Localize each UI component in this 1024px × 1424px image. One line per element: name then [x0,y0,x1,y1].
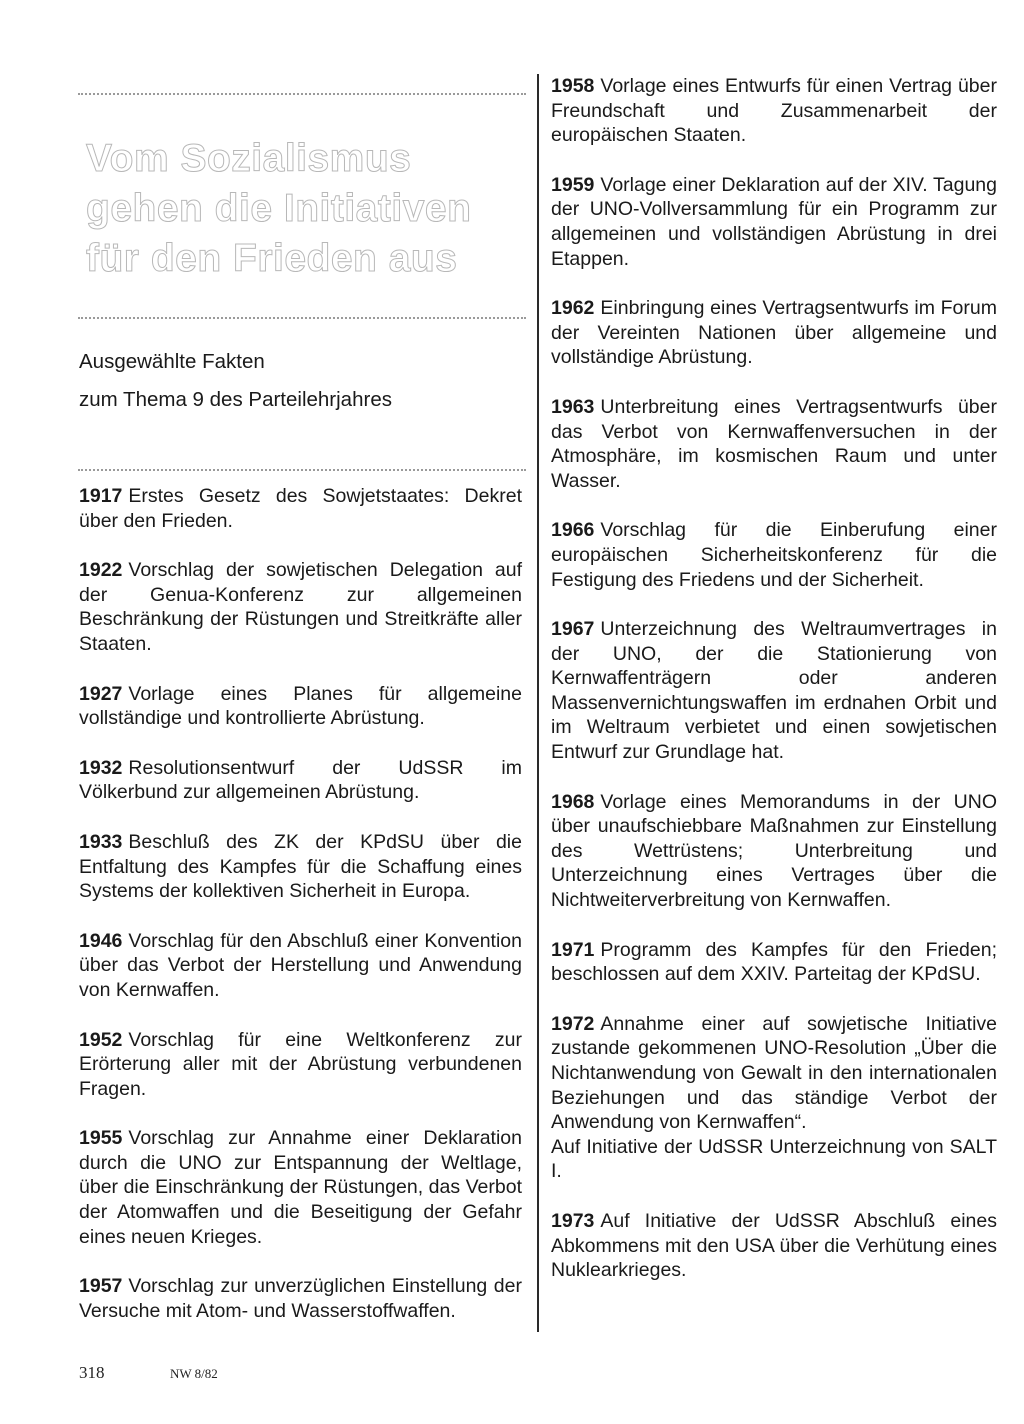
fact-text: Auf Initiative der UdSSR Abschluß eines Abkommens mit den USA über die Verhütung eines Nuklearkrieges. [551,1209,997,1282]
fact-text: Vorschlag zur unverzüglichen Einstellung der Versuche mit Atom- und Wasserstoffwaffen. [79,1275,522,1322]
fact-year: 1968 [551,790,595,813]
fact-text: Unterbreitung eines Vertragsentwurfs über das Verbot von Kernwaffenversuchen in der Atmosphäre, im kosmischen Raum und unter Wasser. [551,395,997,492]
subtitle-line-1: Ausgewählte Fakten [79,350,265,373]
fact-text: Vorschlag zur Annahme einer Deklaration durch die UNO zur Entspannung der Weltlage, über die Einschränkung der Rüstungen, das Verbot der Atomwaffen und die Beseitigung der Gefahr eines neuen Krieges. [79,1127,522,1248]
fact-year: 1957 [79,1275,123,1298]
fact-entry [551,74,997,148]
fact-year: 1966 [551,519,595,542]
fact-entry [551,1209,997,1283]
fact-text: Vorlage eines Memorandums in der UNO über unaufschiebbare Maßnahmen zur Einstellung des Wettrüstens; Unterbreitung und Unterzeichnung eines Vertrages über die Nichtweiterverbreitung von Kernwaffen. [551,790,997,912]
fact-entry [79,929,522,1003]
subtitle-line-2: zum Thema 9 des Parteilehrjahres [79,388,392,411]
fact-year: 1962 [551,297,595,320]
fact-text: Erstes Gesetz des Sowjetstaates: Dekret über den Frieden. [79,485,522,532]
fact-entry [79,1028,522,1102]
column-divider [537,74,539,1332]
fact-year: 1932 [79,756,123,779]
fact-text: Resolutionsentwurf der UdSSR im Völkerbund zur allgemeinen Abrüstung. [79,756,522,804]
fact-year: 1955 [79,1127,123,1150]
fact-year: 1971 [551,938,595,961]
fact-entry [79,1126,522,1249]
fact-entry [79,830,522,904]
fact-entry [551,790,997,913]
fact-entry [551,173,997,271]
fact-entry [551,1012,997,1184]
fact-text: Unterzeichnung des Weltraumvertrages in der UNO, der die Stationierung von Kernwaffenträgern oder anderen Massenvernichtungswaffen im erdnahen Orbit und im Weltraum verbietet und einen sowjetischen Entwurf zur Grundlage hat. [551,618,997,764]
fact-year: 1946 [79,929,123,952]
left-column [79,484,522,1348]
fact-text: Vorlage eines Planes für allgemeine vollständige und kontrollierte Abrüstung. [79,682,522,730]
fact-text: Vorschlag für den Abschluß einer Konvention über das Verbot der Herstellung und Anwendung von Kernwaffen. [79,929,522,1001]
fact-text: Beschluß des ZK der KPdSU über die Entfaltung des Kampfes für die Schaffung eines Systems der kollektiven Sicherheit in Europa. [79,830,522,903]
page-title: Vom Sozialismus gehen die Initiativen für den Frieden aus [86,137,472,280]
fact-entry [79,756,522,805]
fact-entry [79,1274,522,1323]
fact-year: 1973 [551,1209,595,1232]
subtitle-rule [78,469,526,471]
fact-text: Vorlage eines Entwurfs für einen Vertrag über Freundschaft und Zusammenarbeit der europäischen Staaten. [551,75,997,147]
page-number: 318 [79,1363,105,1382]
title-rule-top [78,93,526,95]
fact-text: Vorschlag für die Einberufung einer europäischen Sicherheitskonferenz für die Festigung des Friedens und der Sicherheit. [551,519,997,591]
fact-entry [79,484,522,533]
fact-text: Programm des Kampfes für den Frieden; beschlossen auf dem XXIV. Parteitag der KPdSU. [551,938,997,986]
fact-year: 1958 [551,75,595,97]
fact-year: 1972 [551,1012,595,1035]
fact-year: 1959 [551,173,595,196]
fact-year: 1933 [79,830,123,853]
fact-year: 1952 [79,1028,123,1051]
fact-text: Vorschlag der sowjetischen Delegation auf der Genua-Konferenz zur allgemeinen Beschränkung der Rüstungen und Streitkräfte aller Staaten. [79,559,522,655]
fact-entry [551,938,997,987]
fact-year: 1967 [551,618,595,641]
fact-entry [79,682,522,731]
fact-entry [79,558,522,656]
fact-entry [551,296,997,370]
fact-entry [551,518,997,592]
fact-text: Vorschlag für eine Weltkonferenz zur Erörterung aller mit der Abrüstung verbundenen Fragen. [79,1028,522,1100]
fact-text-continued: Auf Initiative der UdSSR Unterzeichnung von SALT I. [551,1135,997,1183]
fact-year: 1927 [79,682,123,705]
fact-year: 1922 [79,559,123,582]
fact-year: 1917 [79,485,123,507]
title-rule-bottom [78,317,526,319]
fact-year: 1963 [551,395,595,418]
journal-issue: NW 8/82 [170,1366,218,1381]
right-column [551,74,997,1308]
fact-entry [551,617,997,765]
fact-entry [551,395,997,493]
fact-text: Vorlage einer Deklaration auf der XIV. Tagung der UNO-Vollversammlung für ein Programm zur allgemeinen und vollständigen Abrüstung in drei Etappen. [551,173,997,270]
fact-text: Annahme einer auf sowjetische Initiative zustande gekommenen UNO-Resolution „Über die Nichtanwendung von Gewalt in den internationalen Beziehungen und das ständige Verbot der Anwendung von Kernwaffen“. [551,1012,997,1134]
fact-text: Einbringung eines Vertragsentwurfs im Forum der Vereinten Nationen über allgemeine und vollständige Abrüstung. [551,297,997,369]
